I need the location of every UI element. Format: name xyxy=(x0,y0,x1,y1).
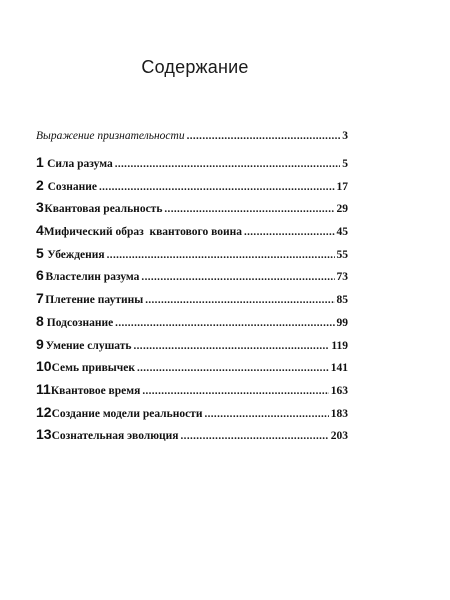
dot-leader xyxy=(142,385,328,397)
toc-entry-chapter-7 xyxy=(36,290,348,313)
toc-entry-page: 55 xyxy=(336,248,348,261)
dot-leader xyxy=(115,158,341,170)
dot-leader xyxy=(187,130,341,142)
toc-entry-chapter-13 xyxy=(36,426,348,449)
chapter-number: 13 xyxy=(36,426,52,443)
toc-entry-page: 141 xyxy=(330,362,348,375)
dot-leader xyxy=(137,362,329,374)
toc-entry-page: 203 xyxy=(330,430,348,443)
chapter-number: 10 xyxy=(36,358,52,375)
dot-leader xyxy=(204,408,328,420)
toc-entry-title: Убеждения xyxy=(47,248,105,261)
chapter-number: 1 xyxy=(36,154,44,170)
toc-entry-page: 45 xyxy=(336,226,348,239)
chapter-number: 6 xyxy=(36,267,44,284)
toc-entry-title: Плетение паутины xyxy=(45,294,144,307)
chapter-number: 8 xyxy=(36,312,44,329)
chapter-number: 11 xyxy=(36,380,51,397)
toc-entry-chapter-9 xyxy=(36,336,348,359)
chapter-number: 7 xyxy=(36,290,44,307)
toc-entry-title: Сила разума xyxy=(47,158,113,170)
dot-leader xyxy=(145,294,334,306)
toc-entry-title: Семь привычек xyxy=(51,362,135,375)
toc-entry-title: Умение слушать xyxy=(45,339,132,352)
toc-entry-title: Мифический образ квантового воина xyxy=(43,226,242,239)
dot-leader xyxy=(134,340,330,352)
toc-entry-page: 3 xyxy=(342,130,348,142)
toc-entry-page: 119 xyxy=(331,339,348,352)
toc-entry-page: 183 xyxy=(330,407,348,420)
dot-leader xyxy=(107,249,335,261)
toc-entry-chapter-2 xyxy=(36,177,348,200)
toc-entry-page: 73 xyxy=(336,271,348,284)
table-of-contents xyxy=(36,130,348,449)
chapter-number: 9 xyxy=(36,335,44,352)
toc-entry-page: 17 xyxy=(336,180,348,193)
toc-entry-chapter-6 xyxy=(36,267,348,290)
toc-entry-title: Квантовая реальность xyxy=(44,203,163,216)
toc-entry-chapter-1 xyxy=(36,154,348,177)
page-title: Содержание xyxy=(141,57,249,77)
dot-leader xyxy=(99,181,335,193)
toc-entry-chapter-11 xyxy=(36,381,348,404)
toc-entry-page: 85 xyxy=(336,294,348,307)
chapter-number: 4 xyxy=(36,222,44,239)
toc-entry-chapter-3 xyxy=(36,199,348,222)
toc-entry-title: Сознательная эволюция xyxy=(51,430,179,443)
toc-entry-title: Подсознание xyxy=(46,316,114,329)
dot-leader xyxy=(164,203,334,215)
toc-entry-title: Квантовое время xyxy=(50,384,141,397)
chapter-number: 3 xyxy=(36,199,44,216)
toc-entry-chapter-4 xyxy=(36,222,348,245)
toc-entry-page: 163 xyxy=(330,384,348,397)
chapter-number: 12 xyxy=(36,403,52,420)
dot-leader xyxy=(141,271,334,283)
dot-leader xyxy=(181,430,329,442)
toc-entry-title: Выражение признательности xyxy=(36,130,185,142)
toc-entry-page: 29 xyxy=(336,203,348,216)
toc-entry-chapter-10 xyxy=(36,358,348,381)
toc-entry-title: Властелин разума xyxy=(45,271,140,284)
toc-entry-chapter-8 xyxy=(36,313,348,336)
toc-entry-page: 5 xyxy=(342,158,348,170)
chapter-number: 2 xyxy=(36,176,44,193)
toc-entry-chapter-5 xyxy=(36,245,348,268)
toc-entry-title: Сознание xyxy=(47,180,97,193)
toc-entry-page: 99 xyxy=(336,316,348,329)
dot-leader xyxy=(115,317,334,329)
toc-entry-title: Создание модели реальности xyxy=(51,407,203,420)
toc-entry-chapter-12 xyxy=(36,404,348,427)
dot-leader xyxy=(244,226,335,238)
chapter-number: 5 xyxy=(36,244,44,261)
toc-entry-acknowledgements xyxy=(36,130,348,154)
